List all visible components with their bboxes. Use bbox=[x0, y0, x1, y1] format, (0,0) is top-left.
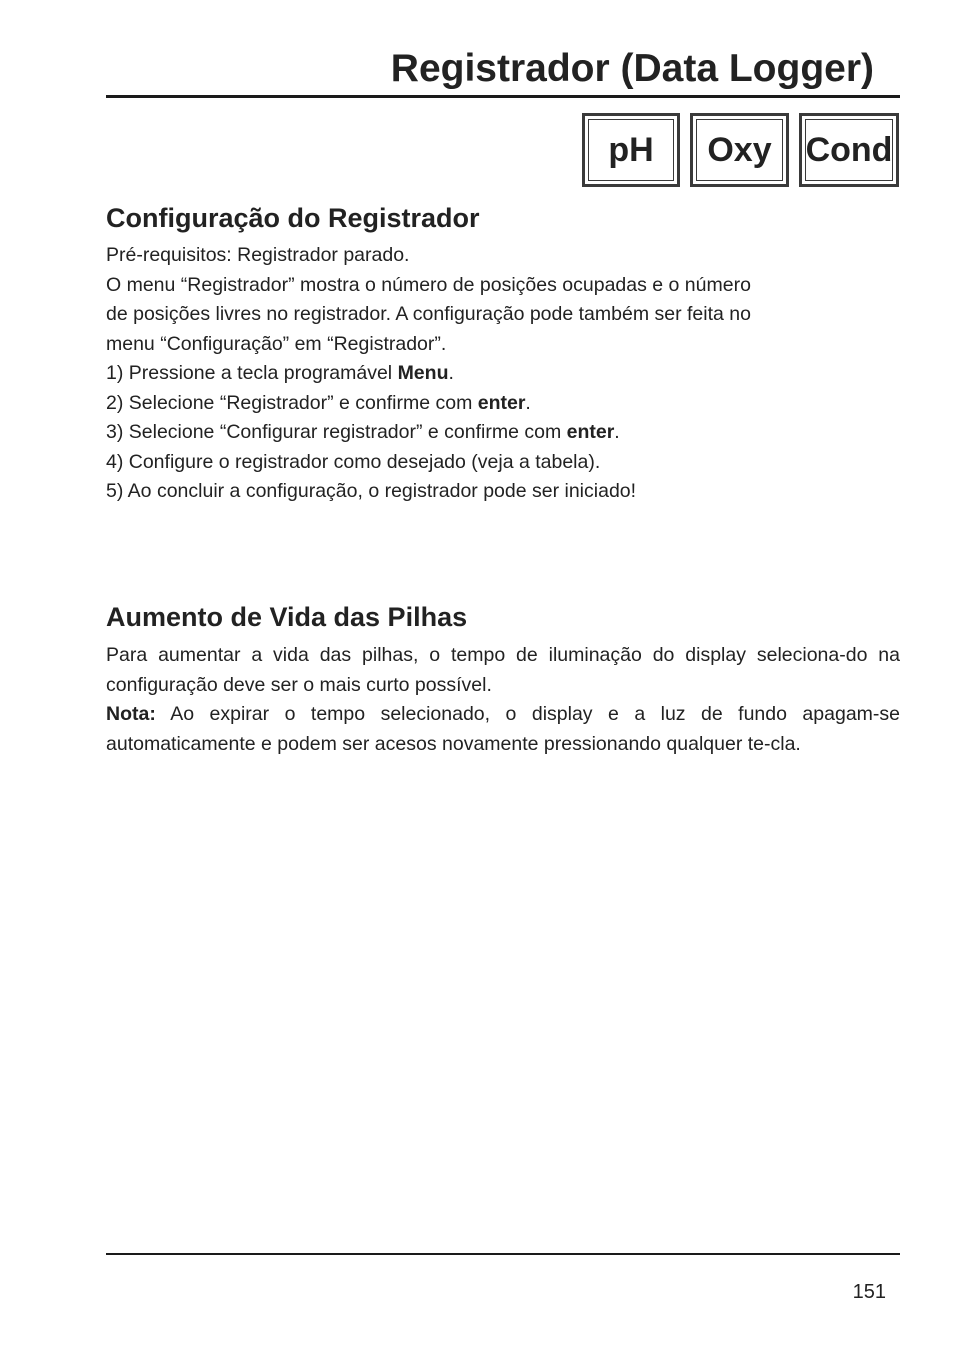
section-body-configuracao bbox=[106, 241, 900, 507]
section-body-pilhas bbox=[106, 641, 900, 759]
battery-tip-text: Para aumentar a vida das pilhas, o tempo de iluminação do display seleciona-do na configuração deve ser o mais curto possível. bbox=[106, 644, 900, 696]
page-number: 151 bbox=[852, 1281, 886, 1303]
intro-text-line: de posições livres no registrador. A configuração pode também ser feita no bbox=[106, 303, 751, 325]
step-item: 4) Configure o registrador como desejado (veja a tabela). bbox=[106, 450, 601, 473]
step-item: 1) Pressione a tecla programável Menu. bbox=[106, 362, 454, 384]
intro-text-line: O menu “Registrador” mostra o número de posições ocupadas e o número bbox=[106, 273, 751, 296]
section-heading-pilhas: Aumento de Vida das Pilhas bbox=[106, 602, 468, 632]
note-text: Ao expirar o tempo selecionado, o display e a luz de fundo apagam-se automaticamente e podem ser acesos novamente pressionando qualquer te-cla. bbox=[106, 703, 900, 755]
mode-box-oxy: Oxy bbox=[690, 113, 789, 187]
intro-text-line: menu “Configuração” em “Registrador”. bbox=[106, 332, 447, 355]
step-item: 3) Selecione “Configurar registrador” e confirme com enter. bbox=[106, 421, 620, 443]
footer-rule bbox=[106, 1253, 900, 1255]
key-label: enter bbox=[566, 421, 615, 443]
step-item: 5) Ao concluir a configuração, o registrador pode ser iniciado! bbox=[106, 480, 637, 502]
page-title: Registrador (Data Logger) bbox=[390, 47, 874, 90]
header-rule bbox=[106, 95, 900, 98]
step-item: 2) Selecione “Registrador” e confirme com enter. bbox=[106, 391, 531, 414]
note-label: Nota: bbox=[106, 703, 156, 725]
key-label: enter bbox=[477, 391, 526, 414]
prerequisites-text: Pré-requisitos: Registrador parado. bbox=[106, 244, 410, 266]
section-heading-configuracao: Configuração do Registrador bbox=[106, 203, 480, 233]
softkey-label: Menu bbox=[397, 362, 449, 384]
mode-box-ph: pH bbox=[582, 113, 680, 187]
mode-box-cond: Cond bbox=[799, 113, 899, 187]
note-paragraph bbox=[106, 700, 900, 759]
